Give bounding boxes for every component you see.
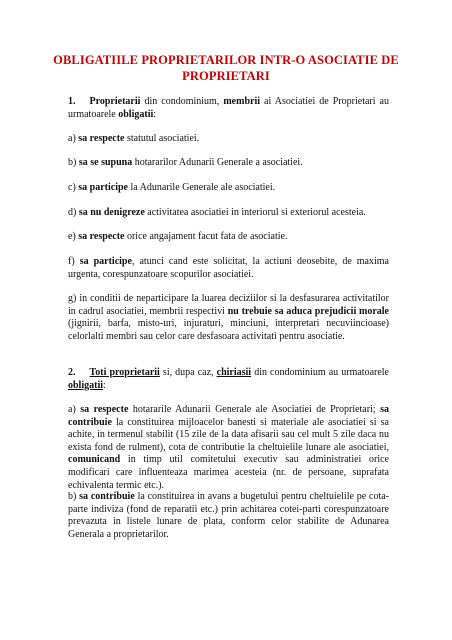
obligation-g: g) in conditii de neparticipare la luarea deciziilor si la desfasurarea activitatilor in cadrul asociatiei, membrii respectivi nu trebuie sa aduca prejudicii morale (jignirii, barfa, misto-uri, injuraturi, minciuni, interpretari necuviincioase) celorlalti membri sau celor care desfasoara activitati pentru asociatie.	[68, 293, 389, 342]
section-1-intro: 1. Proprietarii din condominium, membrii ai Asociatiei de Proprietari au urmatoarele obligatii:	[68, 96, 389, 120]
obligation-c: c) sa participe la Adunarile Generale ale asociatiei.	[68, 182, 276, 193]
obligation-b: b) sa se supuna hotararilor Adunarii Generale a asociatiei.	[68, 157, 303, 168]
obligation-e: e) sa respecte orice angajament facut fata de asociatie.	[68, 231, 288, 242]
obligation-d: d) sa nu denigreze activitatea asociatiei in interiorul si exteriorul acesteia.	[68, 207, 366, 218]
page-title: OBLIGATIILE PROPRIETARILOR INTR-O ASOCIATIE DE PROPRIETARI	[53, 53, 399, 83]
obligation-2b: b) sa contribuie la constituirea in avans a bugetului pentru cheltuielile pe cota-parte indiviza (fond de reparatii etc.) prin achitarea cotei-parti corespunzatoare prevazuta in listele lunare de plata, conform celor stabilite de Adunarea Generala a proprietarilor.	[68, 491, 389, 540]
obligation-a: a) sa respecte statutul asociatiei.	[68, 133, 200, 144]
obligation-f: f) sa participe, atunci cand este solicitat, la actiuni deosebite, de maxima urgenta, corespunzatoare scopurilor asociatiei.	[68, 256, 389, 280]
section-2-intro: 2. Toti proprietarii si, dupa caz, chiriasii din condominium au urmatoarele obligatii:	[68, 367, 389, 391]
obligation-2a: a) sa respecte hotararile Adunarii Generale ale Asociatiei de Proprietari; sa contribuie la constituirea mijloacelor banesti si materiale ale asociatiei si sa achite, in termenul stabilit (15 zile de la data afisarii sau cel mult 5 zile daca nu exista fond de rulment), cota de contributie la cheltuielile lunare ale asociatiei, comunicand in timp util comitetului executiv sau administratiei orice modificari care influenteaza marimea acesteia (nr. de persoane, suprafata echivalenta termic etc.).	[68, 404, 389, 491]
